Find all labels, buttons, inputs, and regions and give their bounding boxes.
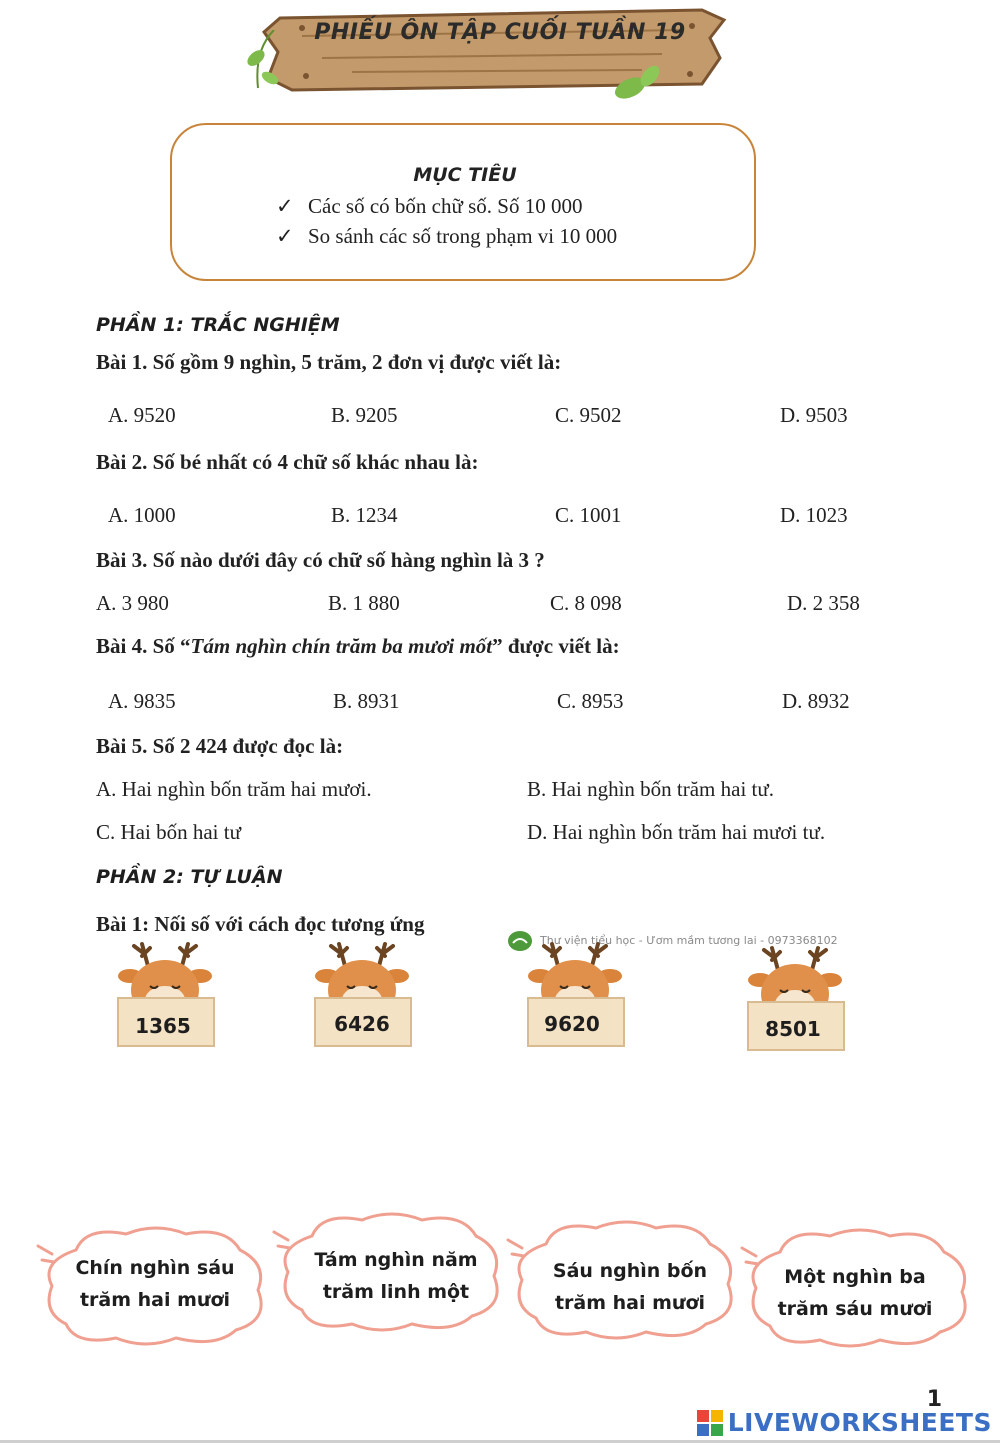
reading-line: Chín nghìn sáu: [75, 1257, 235, 1279]
q4-option-b[interactable]: B. 8931: [333, 689, 400, 713]
q5-option-c[interactable]: C. Hai bốn hai tư: [96, 820, 241, 844]
question-2: Bài 2. Số bé nhất có 4 chữ số khác nhau là:: [96, 450, 479, 474]
liveworksheets-logo-icon: [697, 1410, 723, 1436]
check-icon: ✓: [276, 194, 294, 218]
q2-option-b[interactable]: B. 1234: [331, 503, 398, 527]
q3-option-c[interactable]: C. 8 098: [550, 591, 622, 615]
q3-option-b[interactable]: B. 1 880: [328, 591, 400, 615]
q5-option-a[interactable]: A. Hai nghìn bốn trăm hai mươi.: [96, 777, 372, 801]
part2-heading: PHẦN 2: TỰ LUẬN: [96, 866, 283, 888]
reading-card[interactable]: [530, 1255, 730, 1319]
leaf-right-icon: [606, 60, 666, 110]
q1-option-b[interactable]: B. 9205: [331, 403, 398, 427]
q1-option-d[interactable]: D. 9503: [780, 403, 848, 427]
reading-line: Sáu nghìn bốn: [552, 1260, 708, 1282]
question-4: [96, 634, 620, 659]
part1-heading: PHẦN 1: TRẮC NGHIỆM: [96, 314, 340, 336]
q4-option-c[interactable]: C. 8953: [557, 689, 624, 713]
watermark-text: Thư viện tiểu học - Ươm mầm tương lai - 0973368102: [540, 934, 838, 947]
q5-option-d[interactable]: D. Hai nghìn bốn trăm hai mươi tư.: [527, 820, 826, 844]
q2-option-a[interactable]: A. 1000: [108, 503, 176, 527]
reading-line: Tám nghìn năm: [314, 1249, 478, 1271]
worksheet-title: PHIẾU ÔN TẬP CUỐI TUẦN 19: [314, 20, 686, 45]
reading-card[interactable]: [755, 1261, 955, 1325]
q2-option-c[interactable]: C. 1001: [555, 503, 622, 527]
number-card[interactable]: 6426: [334, 1012, 390, 1036]
objective-item: [276, 194, 582, 219]
check-icon: ✓: [276, 224, 294, 248]
reading-card[interactable]: [296, 1244, 496, 1308]
reading-card[interactable]: [55, 1252, 255, 1316]
q3-option-a[interactable]: A. 3 980: [96, 591, 169, 615]
q3-option-d[interactable]: D. 2 358: [787, 591, 860, 615]
number-card[interactable]: 1365: [135, 1014, 191, 1038]
q4-suffix: ” được viết là:: [492, 634, 620, 658]
question-5: Bài 5. Số 2 424 được đọc là:: [96, 734, 344, 758]
q5-option-b[interactable]: B. Hai nghìn bốn trăm hai tư.: [527, 777, 775, 801]
objective-item: [276, 224, 617, 249]
reading-line: Một nghìn ba: [784, 1266, 926, 1288]
brand-name: LIVEWORKSHEETS: [727, 1408, 992, 1437]
objective-text: So sánh các số trong phạm vi 10 000: [308, 224, 618, 248]
leaf-left-icon: [244, 30, 284, 90]
part2-question-1: Bài 1: Nối số với cách đọc tương ứng: [96, 912, 425, 936]
question-1: Bài 1. Số gồm 9 nghìn, 5 trăm, 2 đơn vị được viết là:: [96, 350, 562, 374]
q4-number-words: Tám nghìn chín trăm ba mươi mốt: [190, 634, 493, 658]
page-number: 1: [926, 1387, 942, 1412]
reading-line: trăm linh một: [322, 1281, 470, 1303]
q4-option-a[interactable]: A. 9835: [108, 689, 176, 713]
question-3: Bài 3. Số nào dưới đây có chữ số hàng nghìn là 3 ?: [96, 548, 545, 572]
objectives-title: MỤC TIÊU: [413, 164, 517, 186]
q1-option-a[interactable]: A. 9520: [108, 403, 176, 427]
number-card[interactable]: 8501: [765, 1017, 821, 1041]
reading-line: trăm sáu mươi: [777, 1298, 933, 1320]
q4-prefix: Bài 4. Số “: [96, 634, 191, 658]
number-card[interactable]: 9620: [544, 1012, 600, 1036]
reading-line: trăm hai mươi: [554, 1292, 706, 1314]
reading-line: trăm hai mươi: [79, 1289, 231, 1311]
q4-option-d[interactable]: D. 8932: [782, 689, 850, 713]
objective-text: Các số có bốn chữ số. Số 10 000: [308, 194, 583, 218]
q1-option-c[interactable]: C. 9502: [555, 403, 622, 427]
q2-option-d[interactable]: D. 1023: [780, 503, 848, 527]
